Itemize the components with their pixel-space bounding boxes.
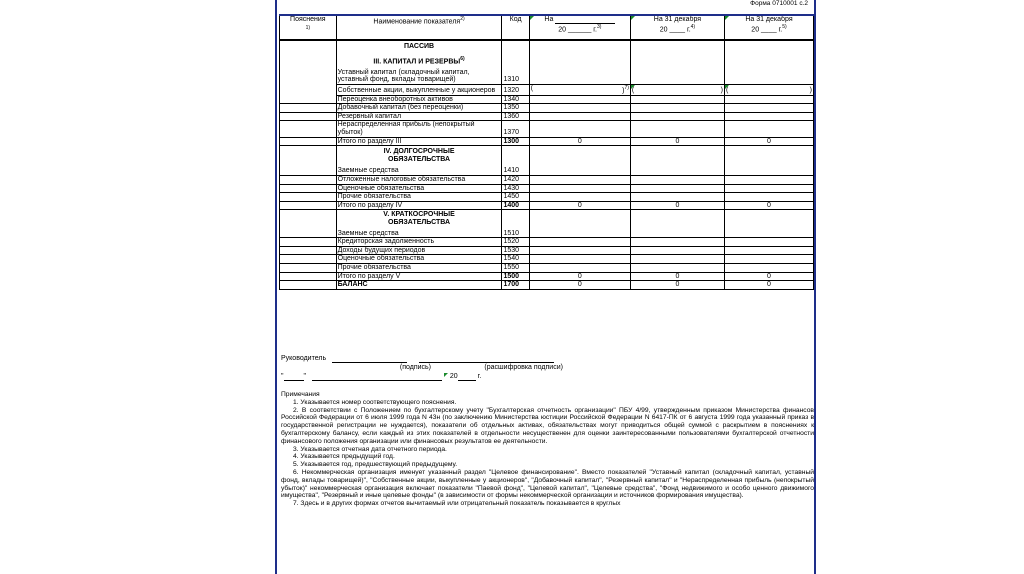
balance-table xyxy=(279,14,814,290)
note-item: 7. Здесь и в других формах отчетов вычитаемый или отрицательный показатель показывается в круглых xyxy=(293,500,621,508)
decode-caption: (расшифровка подписи) xyxy=(484,364,563,371)
note-item: 2. В соответствии с Положением по бухгалтерскому учету "Бухгалтерская отчетность организации" ПБУ 4/99, утвержденным приказом Министерства финансов Российской Федерации от 6 июля 1999 года N 43н (по заключению Министерства юстиции Российской Федерации N 6417-ПК от 6 августа 1999 года указанный приказ в государственной регистрации не нуждается), показатели об отдельных активах, обязательствах могут приводиться общей суммой с раскрытием в пояснениях к бухгалтерскому балансу, если каждый из этих показателей в отдельности несущественен для оценки заинтересованными пользователями бухгалтерской отчетности финансового положения организации или финансовых результатов ее деятельности. xyxy=(281,406,814,445)
table-row: Кредиторская задолженность 1520 xyxy=(280,238,814,247)
header-date3: На 31 декабря 20 ____ г.$^{5)}$ xyxy=(724,15,813,40)
table-row: Прочие обязательства 1450 xyxy=(280,193,814,202)
header-indicator-name: Наименование показателя$^{2)}$ xyxy=(336,15,502,40)
section4-title: IV. ДОЛГОСРОЧНЫЕ ОБЯЗАТЕЛЬСТВА xyxy=(383,148,455,163)
note-item: 4. Указывается предыдущий год. xyxy=(293,453,395,461)
table-row: Добавочный капитал (без переоценки) 1350 xyxy=(280,104,814,113)
header-date1: На 20 ______ г.$^{3)}$ xyxy=(529,15,630,40)
notes-title: Примечания xyxy=(281,391,320,398)
table-row: V. КРАТКОСРОЧНЫЕ ОБЯЗАТЕЛЬСТВА Заемные средства 1510 xyxy=(280,210,814,238)
table-row: ПАССИВ III. КАПИТАЛ И РЕЗЕРВЫ$^{6)}$ Уставный капитал (складочный капитал, уставный фонд, вклады товарищей) 1310 xyxy=(280,40,814,84)
table-row: Переоценка внеоборотных активов 1340 xyxy=(280,95,814,104)
head-label: Руководитель xyxy=(281,355,327,362)
header-code: Код xyxy=(502,15,529,40)
liabilities-title: ПАССИВ xyxy=(404,43,435,50)
note-item: 6. Некоммерческая организация именует указанный раздел "Целевое финансирование". Вместо показателей "Уставный капитал (складочный капитал, уставный фонд, вклады товарищей)", "Собственные акции, выкупленные у акционеров", "Добавочный капитал", "Резервный капитал" и "Нераспределенная прибыль (непокрытый убыток)" некоммерческая организация включает показатели "Паевой фонд", "Целевой капитал", "Целевые средства", "Фонд недвижимого и особо ценного движимого имущества", "Резервный и иные целевые фонды" (в зависимости от формы некоммерческой организации и источников формирования имущества). xyxy=(281,468,814,500)
header-explanations: Пояснения 1) xyxy=(280,15,337,40)
table-header xyxy=(280,15,814,40)
header-date2: На 31 декабря 20 ____ г.$^{4)}$ xyxy=(630,15,724,40)
note-item: 3. Указывается отчетная дата отчетного периода. xyxy=(293,445,447,453)
table-row: Резервный капитал 1360 xyxy=(280,112,814,121)
section3-title: III. КАПИТАЛ И РЕЗЕРВЫ$^{6)}$ xyxy=(373,55,465,65)
note-item: 1. Указывается номер соответствующего пояснения. xyxy=(293,398,457,406)
sign-caption: (подпись) xyxy=(399,364,431,371)
row-name: Уставный капитал (складочный капитал, уставный фонд, вклады товарищей) xyxy=(337,68,470,84)
total-row-section4: Итого по разделу IV 1400 0 0 0 xyxy=(280,201,814,210)
table-row: Оценочные обязательства 1430 xyxy=(280,184,814,193)
total-row-section3: Итого по разделу III 1300 0 0 0 xyxy=(280,137,814,146)
table-row: Доходы будущих периодов 1530 xyxy=(280,246,814,255)
balance-sheet-page xyxy=(275,0,816,574)
table-row: IV. ДОЛГОСРОЧНЫЕ ОБЯЗАТЕЛЬСТВА Заемные средства 1410 xyxy=(280,146,814,176)
table-row: Нераспределенная прибыль (непокрытый убыток) 1370 xyxy=(280,121,814,137)
notes-block xyxy=(281,391,814,508)
table-row: Прочие обязательства 1550 xyxy=(280,263,814,272)
total-row-section5: Итого по разделу V 1500 0 0 0 xyxy=(280,272,814,281)
table-row: Собственные акции, выкупленные у акционеров 1320 ( )$^{7)}$ ( ) ( ) xyxy=(337,84,812,95)
section5-title: V. КРАТКОСРОЧНЫЕ ОБЯЗАТЕЛЬСТВА xyxy=(383,211,455,226)
note-item: 5. Указывается год, предшествующий предыдущему. xyxy=(293,461,458,469)
date-line xyxy=(312,380,442,381)
form-code: Форма 0710001 с.2 xyxy=(750,0,808,7)
signature-block: Руководитель (подпись) (расшифровка подписи) " " 20 г. xyxy=(281,355,563,380)
table-row: Отложенные налоговые обязательства 1420 xyxy=(280,175,814,184)
table-row: Оценочные обязательства 1540 xyxy=(280,255,814,264)
balance-row: БАЛАНС 1700 0 0 0 xyxy=(280,281,814,290)
